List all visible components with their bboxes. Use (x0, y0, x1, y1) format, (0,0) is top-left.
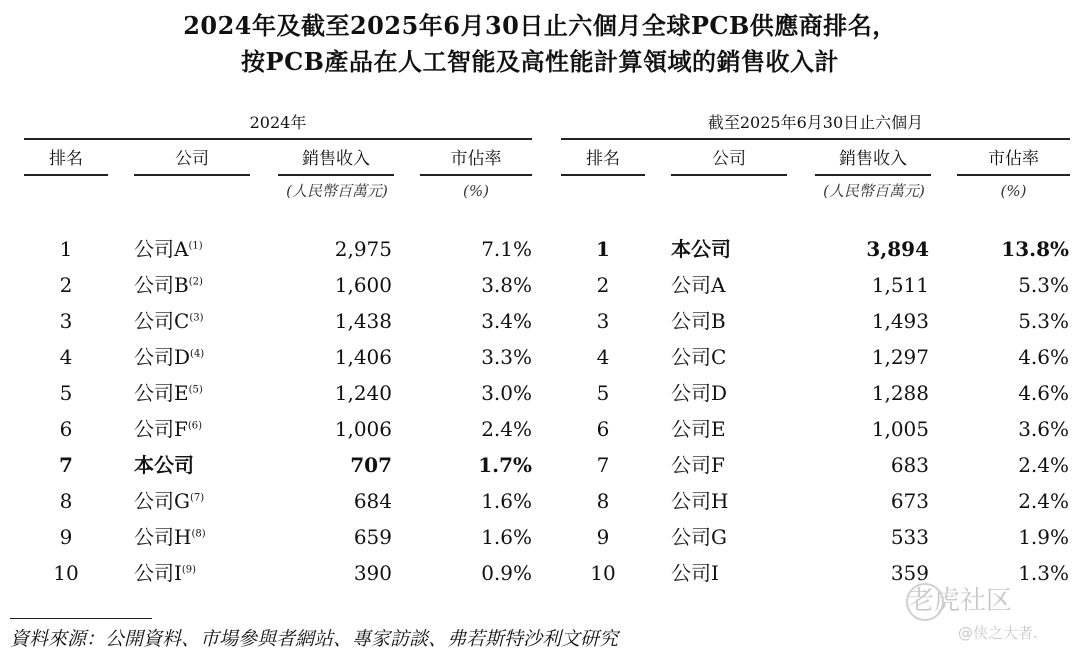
company-cell-text: 公司H (671, 489, 729, 513)
col-header-share: 市佔率 (957, 144, 1070, 176)
company-cell-text: 公司E (671, 417, 726, 441)
company-cell (671, 303, 801, 339)
company-cell (671, 519, 801, 555)
rank-cell-text: 3 (59, 309, 73, 333)
company-cell (134, 231, 264, 267)
company-cell-text: 公司B (671, 309, 726, 333)
table-row (24, 555, 532, 591)
rank-cell-text: 7 (59, 453, 73, 477)
sales-cell-text: 1,511 (871, 273, 929, 297)
sales-cell (799, 411, 929, 447)
rank-cell-text: 10 (53, 561, 79, 585)
sales-cell (262, 483, 392, 519)
rank-cell-text: 1 (596, 237, 610, 261)
company-cell (671, 339, 801, 375)
rank-cell (561, 339, 645, 375)
sales-cell-text: 1,406 (334, 345, 392, 369)
company-cell-text: 公司F (134, 417, 188, 441)
table-row (24, 519, 532, 555)
sales-cell-text: 707 (350, 453, 392, 477)
share-cell (951, 447, 1069, 483)
sales-cell (799, 447, 929, 483)
rank-cell (24, 519, 108, 555)
company-cell (134, 555, 264, 591)
sales-cell-text: 1,600 (334, 273, 392, 297)
share-cell-text: 1.6% (481, 525, 532, 549)
sales-cell (799, 303, 929, 339)
share-cell-text: 13.8% (1001, 237, 1069, 261)
rank-cell-text: 8 (596, 489, 610, 513)
table-row (561, 267, 1070, 303)
rank-cell (561, 303, 645, 339)
company-cell (134, 411, 264, 447)
sales-cell (262, 231, 392, 267)
rank-cell-text: 9 (596, 525, 610, 549)
table-row (561, 519, 1070, 555)
rank-cell (561, 447, 645, 483)
share-cell-text: 7.1% (481, 237, 532, 261)
rank-cell-text: 3 (596, 309, 610, 333)
col-header-company: 公司 (671, 144, 787, 176)
watermark-text: 老虎社区 (908, 586, 1013, 616)
company-cell (671, 483, 801, 519)
company-cell-text: 公司H (134, 525, 192, 549)
company-cell (134, 303, 264, 339)
col-header-share: 市佔率 (420, 144, 532, 176)
sales-cell (799, 519, 929, 555)
table-2024 (24, 108, 532, 598)
share-cell-text: 2.4% (1018, 453, 1069, 477)
watermark-author: @侠之大者. (958, 624, 1038, 642)
table-row (24, 231, 532, 267)
company-cell-text: 公司B (134, 273, 189, 297)
share-cell (951, 339, 1069, 375)
footnote-marker: (6) (187, 420, 203, 432)
share-cell (414, 483, 532, 519)
share-cell (414, 447, 532, 483)
rank-cell-text: 4 (596, 345, 610, 369)
company-cell (134, 483, 264, 519)
share-cell (951, 267, 1069, 303)
sales-cell-text: 1,005 (871, 417, 929, 441)
unit-sales: (人民幣百萬元) (823, 182, 925, 200)
sales-cell-text: 359 (890, 561, 929, 585)
table-row (24, 339, 532, 375)
company-cell (671, 267, 801, 303)
company-cell-text: 公司C (134, 309, 190, 333)
company-cell-text: 公司C (671, 345, 727, 369)
table-row (24, 375, 532, 411)
share-cell (951, 375, 1069, 411)
company-cell-text: 本公司 (671, 237, 731, 261)
share-cell-text: 4.6% (1018, 381, 1069, 405)
footnote-rule (10, 618, 152, 619)
share-cell (951, 483, 1069, 519)
company-cell-text: 公司A (671, 273, 726, 297)
sales-cell-text: 673 (890, 489, 929, 513)
table-row (24, 303, 532, 339)
rank-cell-text: 10 (590, 561, 616, 585)
rank-cell-text: 2 (59, 273, 73, 297)
sales-cell-text: 1,438 (334, 309, 392, 333)
company-cell-text: 公司I (671, 561, 719, 585)
table-row (561, 303, 1070, 339)
sales-cell-text: 659 (353, 525, 392, 549)
sales-cell (799, 339, 929, 375)
sales-cell (262, 375, 392, 411)
share-cell-text: 2.4% (1018, 489, 1069, 513)
table-row (561, 447, 1070, 483)
share-cell-text: 0.9% (481, 561, 532, 585)
table-row (561, 375, 1070, 411)
share-cell-text: 1.9% (1018, 525, 1069, 549)
company-cell (134, 519, 264, 555)
share-cell (414, 267, 532, 303)
share-cell-text: 3.6% (1018, 417, 1069, 441)
table-2025h1 (561, 108, 1070, 598)
company-cell (671, 447, 801, 483)
sales-cell (262, 447, 392, 483)
company-cell-text: 公司I (134, 561, 182, 585)
share-cell-text: 1.6% (481, 489, 532, 513)
col-header-sales: 銷售收入 (278, 144, 394, 176)
share-cell (414, 375, 532, 411)
unit-share: (%) (1000, 182, 1027, 200)
footnote-marker: (3) (189, 312, 204, 324)
rank-cell (24, 555, 108, 591)
share-cell-text: 3.4% (481, 309, 532, 333)
share-cell-text: 1.7% (478, 453, 532, 477)
sales-cell-text: 390 (353, 561, 392, 585)
company-cell-text: 公司F (671, 453, 725, 477)
col-header-rank: 排名 (561, 144, 645, 176)
sales-cell-text: 533 (890, 525, 929, 549)
share-cell-text: 2.4% (481, 417, 532, 441)
rank-cell-text: 2 (596, 273, 610, 297)
company-cell (671, 411, 801, 447)
company-cell (671, 375, 801, 411)
source-note: 資料來源：公開資料、市場參與者網站、專家訪談、弗若斯特沙利文研究 (10, 628, 619, 650)
share-cell (414, 519, 532, 555)
table-row (24, 267, 532, 303)
share-cell-text: 5.3% (1018, 309, 1069, 333)
table-row (24, 483, 532, 519)
period-header: 2024年 (24, 108, 532, 140)
share-cell-text: 3.8% (481, 273, 532, 297)
rank-cell-text: 4 (59, 345, 73, 369)
sales-cell (262, 555, 392, 591)
col-header-company: 公司 (134, 144, 250, 176)
rank-cell (24, 267, 108, 303)
company-cell (671, 555, 801, 591)
rank-cell (24, 339, 108, 375)
company-cell-text: 公司D (671, 381, 728, 405)
table-row (24, 411, 532, 447)
share-cell-text: 3.0% (481, 381, 532, 405)
company-cell-text: 公司G (671, 525, 727, 549)
sales-cell (262, 519, 392, 555)
rank-cell (24, 375, 108, 411)
company-cell (134, 339, 264, 375)
rank-cell (561, 555, 645, 591)
rank-cell-text: 7 (596, 453, 610, 477)
period-header: 截至2025年6月30日止六個月 (561, 108, 1070, 140)
company-cell (134, 447, 264, 483)
sales-cell-text: 683 (890, 453, 929, 477)
sales-cell (262, 267, 392, 303)
sales-cell-text: 1,493 (871, 309, 929, 333)
share-cell (414, 411, 532, 447)
share-cell-text: 5.3% (1018, 273, 1069, 297)
sales-cell (799, 231, 929, 267)
rank-cell (24, 447, 108, 483)
footnote-marker: (5) (188, 384, 203, 396)
table-row (561, 411, 1070, 447)
col-header-sales: 銷售收入 (815, 144, 931, 176)
rank-cell-text: 5 (596, 381, 610, 405)
sales-cell (262, 303, 392, 339)
share-cell-text: 4.6% (1018, 345, 1069, 369)
sales-cell (799, 375, 929, 411)
share-cell (414, 339, 532, 375)
share-cell (951, 411, 1069, 447)
sales-cell-text: 1,288 (871, 381, 929, 405)
sales-cell-text: 684 (353, 489, 392, 513)
share-cell (951, 231, 1069, 267)
sales-cell (799, 267, 929, 303)
table-row (561, 483, 1070, 519)
share-cell (414, 303, 532, 339)
company-cell (134, 375, 264, 411)
rank-cell (24, 303, 108, 339)
footnote-marker: (2) (188, 276, 203, 288)
company-cell-text: 公司G (134, 489, 190, 513)
footnote-marker: (8) (191, 528, 206, 540)
sales-cell-text: 2,975 (334, 237, 392, 261)
rank-cell-text: 9 (59, 525, 73, 549)
sales-cell-text: 1,240 (334, 381, 392, 405)
sales-cell-text: 3,894 (866, 237, 929, 261)
unit-share: (%) (463, 182, 489, 200)
table-row (561, 339, 1070, 375)
table-row (24, 447, 532, 483)
rank-cell (24, 483, 108, 519)
sales-cell-text: 1,006 (334, 417, 392, 441)
sales-cell-text: 1,297 (871, 345, 929, 369)
rank-cell (561, 483, 645, 519)
title-line-1: 2024年及截至2025年6月30日止六個月全球PCB供應商排名， (183, 11, 897, 40)
rank-cell-text: 5 (59, 381, 73, 405)
rank-cell-text: 6 (59, 417, 73, 441)
share-cell (951, 519, 1069, 555)
company-cell-text: 公司A (134, 237, 189, 261)
rank-cell-text: 8 (59, 489, 73, 513)
company-cell-text: 公司E (134, 381, 189, 405)
rank-cell (561, 375, 645, 411)
title-line-2: 按PCB產品在人工智能及高性能計算領域的銷售收入計 (241, 47, 839, 76)
rank-cell (24, 231, 108, 267)
rank-cell (561, 519, 645, 555)
sales-cell (262, 339, 392, 375)
share-cell (951, 303, 1069, 339)
sales-cell (799, 483, 929, 519)
footnote-marker: (1) (188, 240, 203, 252)
company-cell (134, 267, 264, 303)
rank-cell (561, 411, 645, 447)
share-cell-text: 3.3% (481, 345, 532, 369)
share-cell (414, 555, 532, 591)
table-row (561, 231, 1070, 267)
rank-cell-text: 6 (596, 417, 610, 441)
company-cell-text: 本公司 (134, 453, 194, 477)
rank-cell (561, 267, 645, 303)
footnote-marker: (4) (190, 348, 205, 360)
unit-sales: (人民幣百萬元) (286, 182, 388, 200)
share-cell-text: 1.3% (1018, 561, 1069, 585)
rank-cell (561, 231, 645, 267)
company-cell-text: 公司D (134, 345, 191, 369)
company-cell (671, 231, 801, 267)
col-header-rank: 排名 (24, 144, 108, 176)
rank-cell (24, 411, 108, 447)
footnote-marker: (7) (189, 492, 205, 504)
footnote-marker: (9) (181, 564, 197, 576)
share-cell (414, 231, 532, 267)
sales-cell (262, 411, 392, 447)
rank-cell-text: 1 (59, 237, 73, 261)
